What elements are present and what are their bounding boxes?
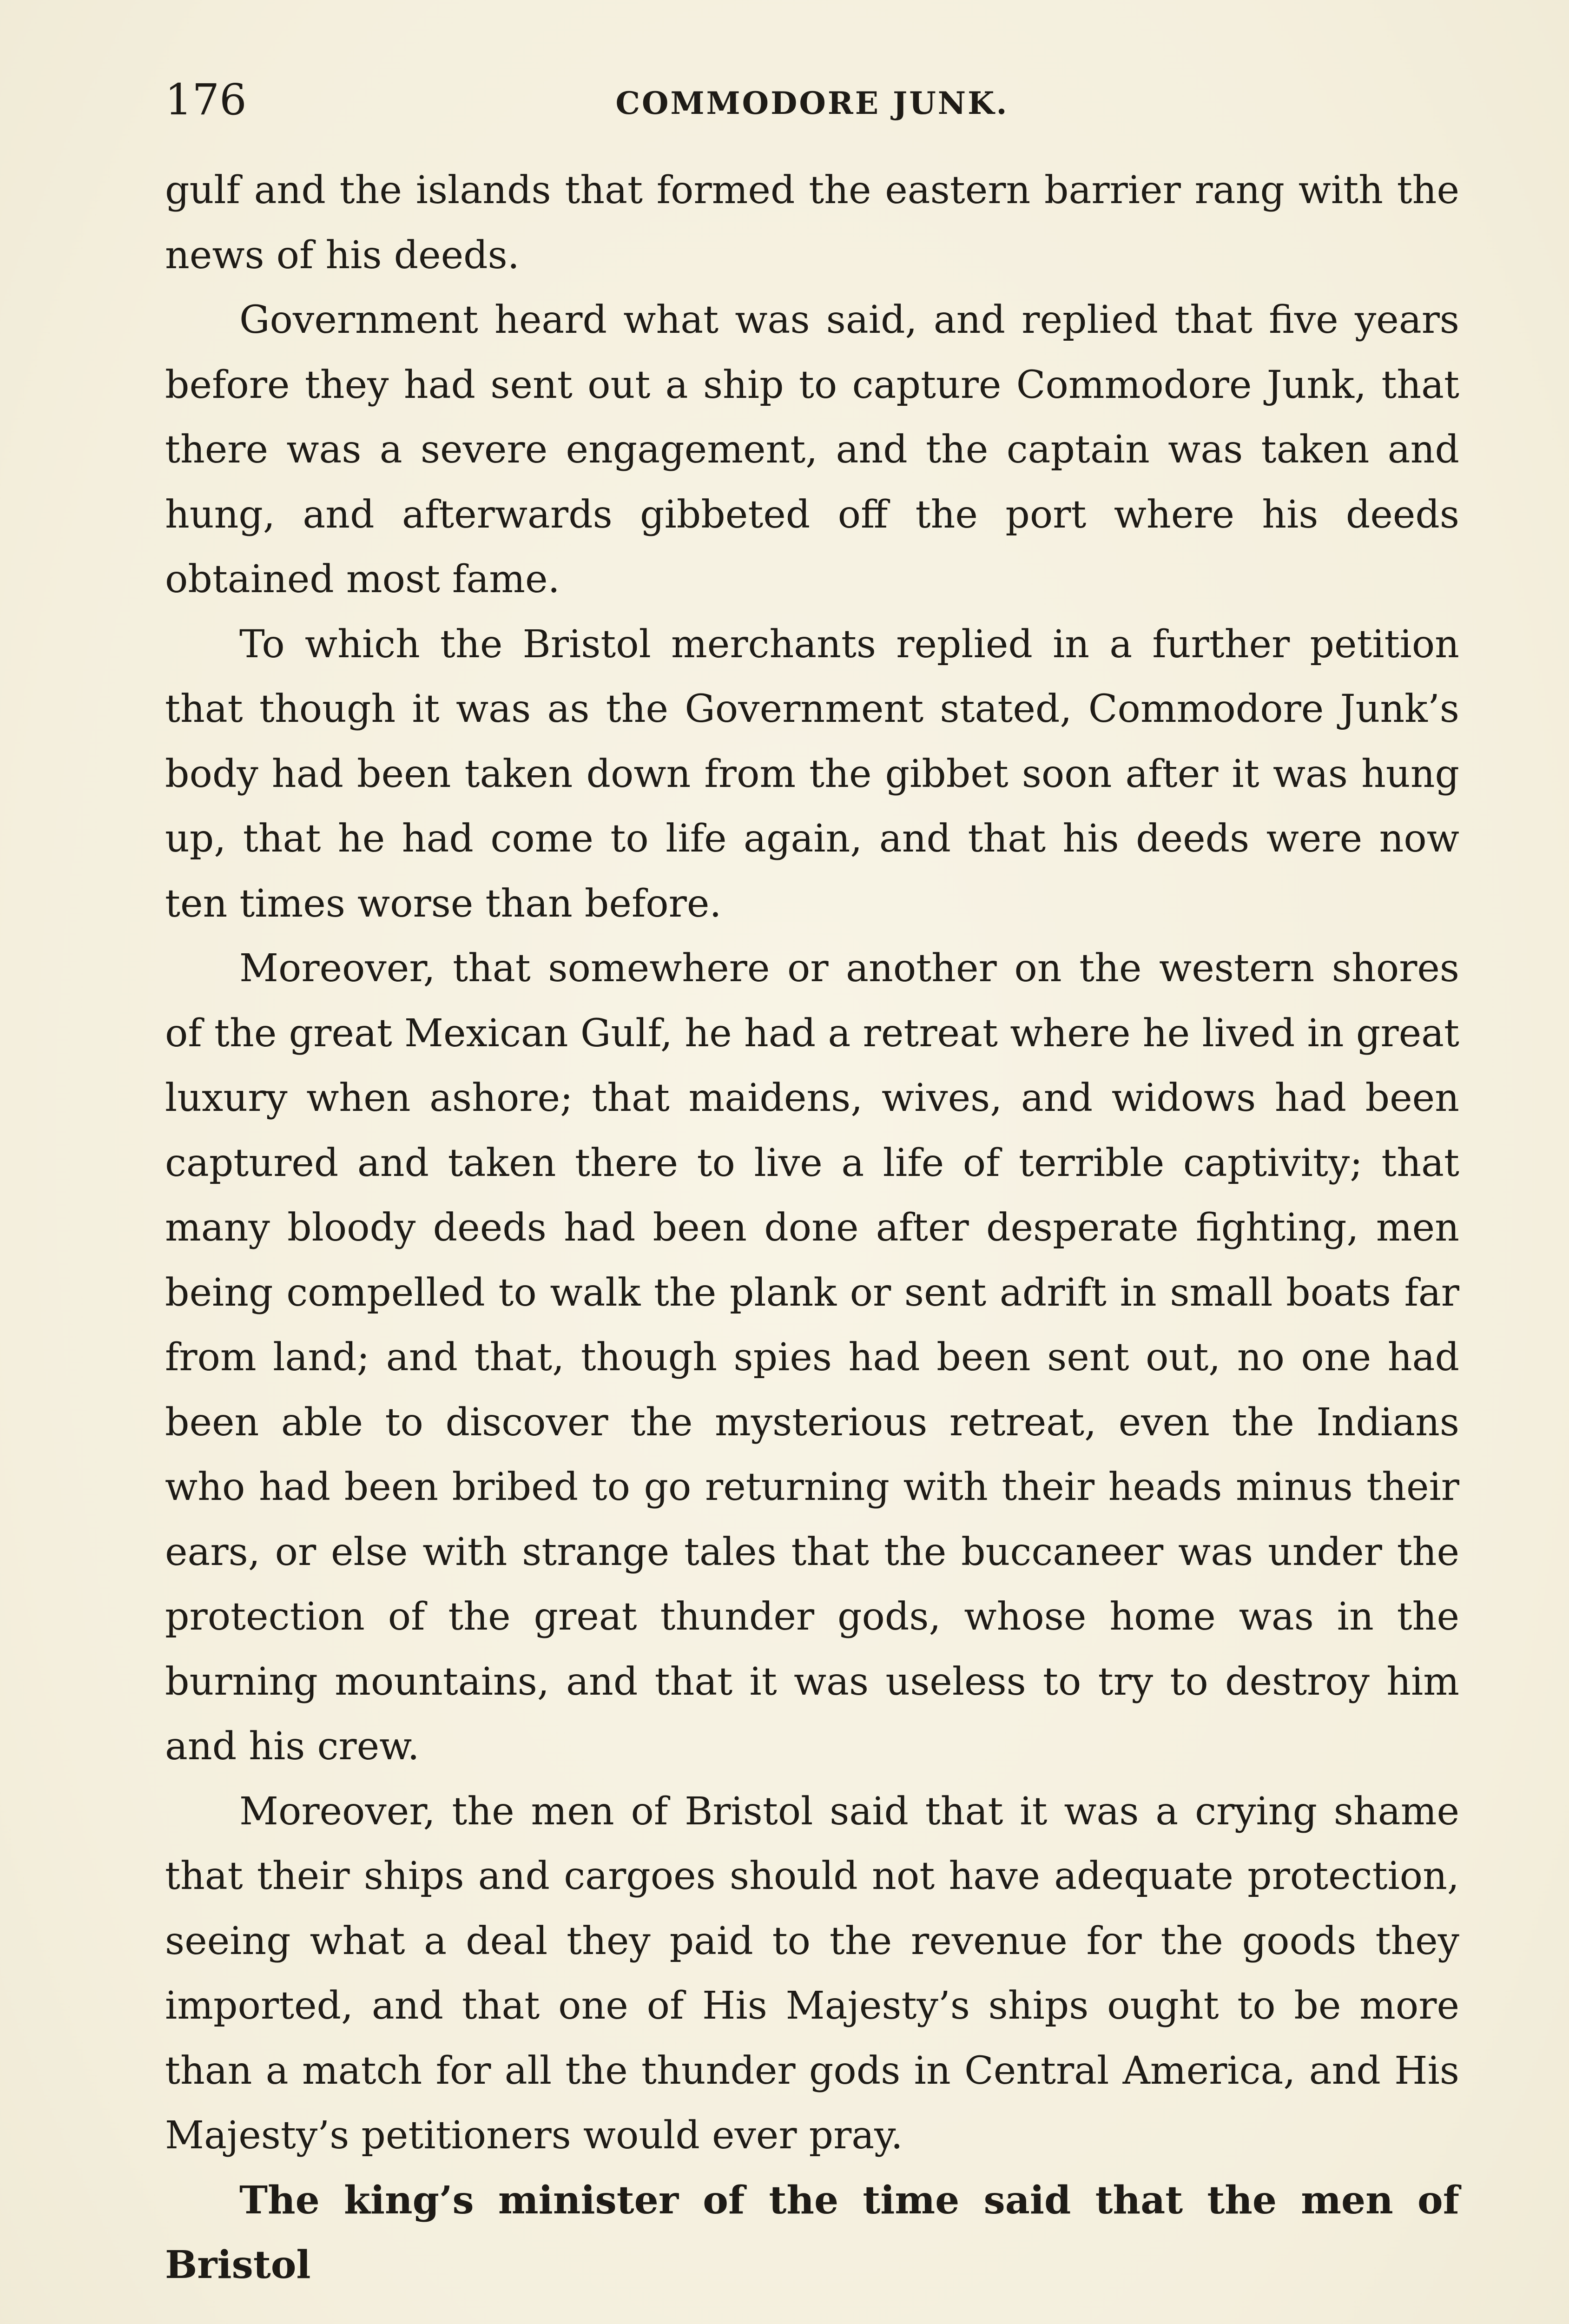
page-header [165, 70, 1459, 144]
page-number: 176 [165, 75, 247, 125]
paragraph: To which the Bristol merchants replied in a further petition that though it was as the Government stated, Commodore Junk’s body had been taken down from the gibbet soon after it was hung up, that he had come to life again, and that his deeds were now ten times worse than before. [165, 622, 1459, 926]
paragraph-continues: The king’s minister of the time said that the men of Bristol [165, 2178, 1459, 2287]
body-text [165, 158, 1459, 2298]
paragraph: Government heard what was said, and replied that five years before they had sent out a ship to capture Commodore Junk, that there was a severe engagement, and the captain was taken and hung, and afterwards gibbeted off the port where his deeds obtained most fame. [165, 298, 1459, 601]
paragraph: Moreover, the men of Bristol said that it was a crying shame that their ships and cargoes should not have adequate protection, seeing what a deal they paid to the revenue for the goods they imported, and that one of His Majesty’s ships ought to be more than a match for all the thunder gods in Central America, and His Majesty’s petitioners would ever pray. [165, 1789, 1459, 2158]
running-head: COMMODORE JUNK. [615, 85, 1009, 121]
paragraph-continued: gulf and the islands that formed the eastern barrier rang with the news of his deeds. [165, 168, 1459, 277]
paragraph: Moreover, that somewhere or another on the western shores of the great Mexican Gulf, he had a retreat where he lived in great luxury when ashore; that maidens, wives, and widows had been captured and taken there to live a life of terrible captivity; that many bloody deeds had been done after desperate fighting, men being compelled to walk the plank or sent adrift in small boats far from land; and that, though spies had been sent out, no one had been able to discover the mysterious retreat, even the Indians who had been bribed to go returning with their heads minus their ears, or else with strange tales that the buccaneer was under the protection of the great thunder gods, whose home was in the burning mountains, and that it was useless to try to destroy him and his crew. [165, 946, 1459, 1769]
